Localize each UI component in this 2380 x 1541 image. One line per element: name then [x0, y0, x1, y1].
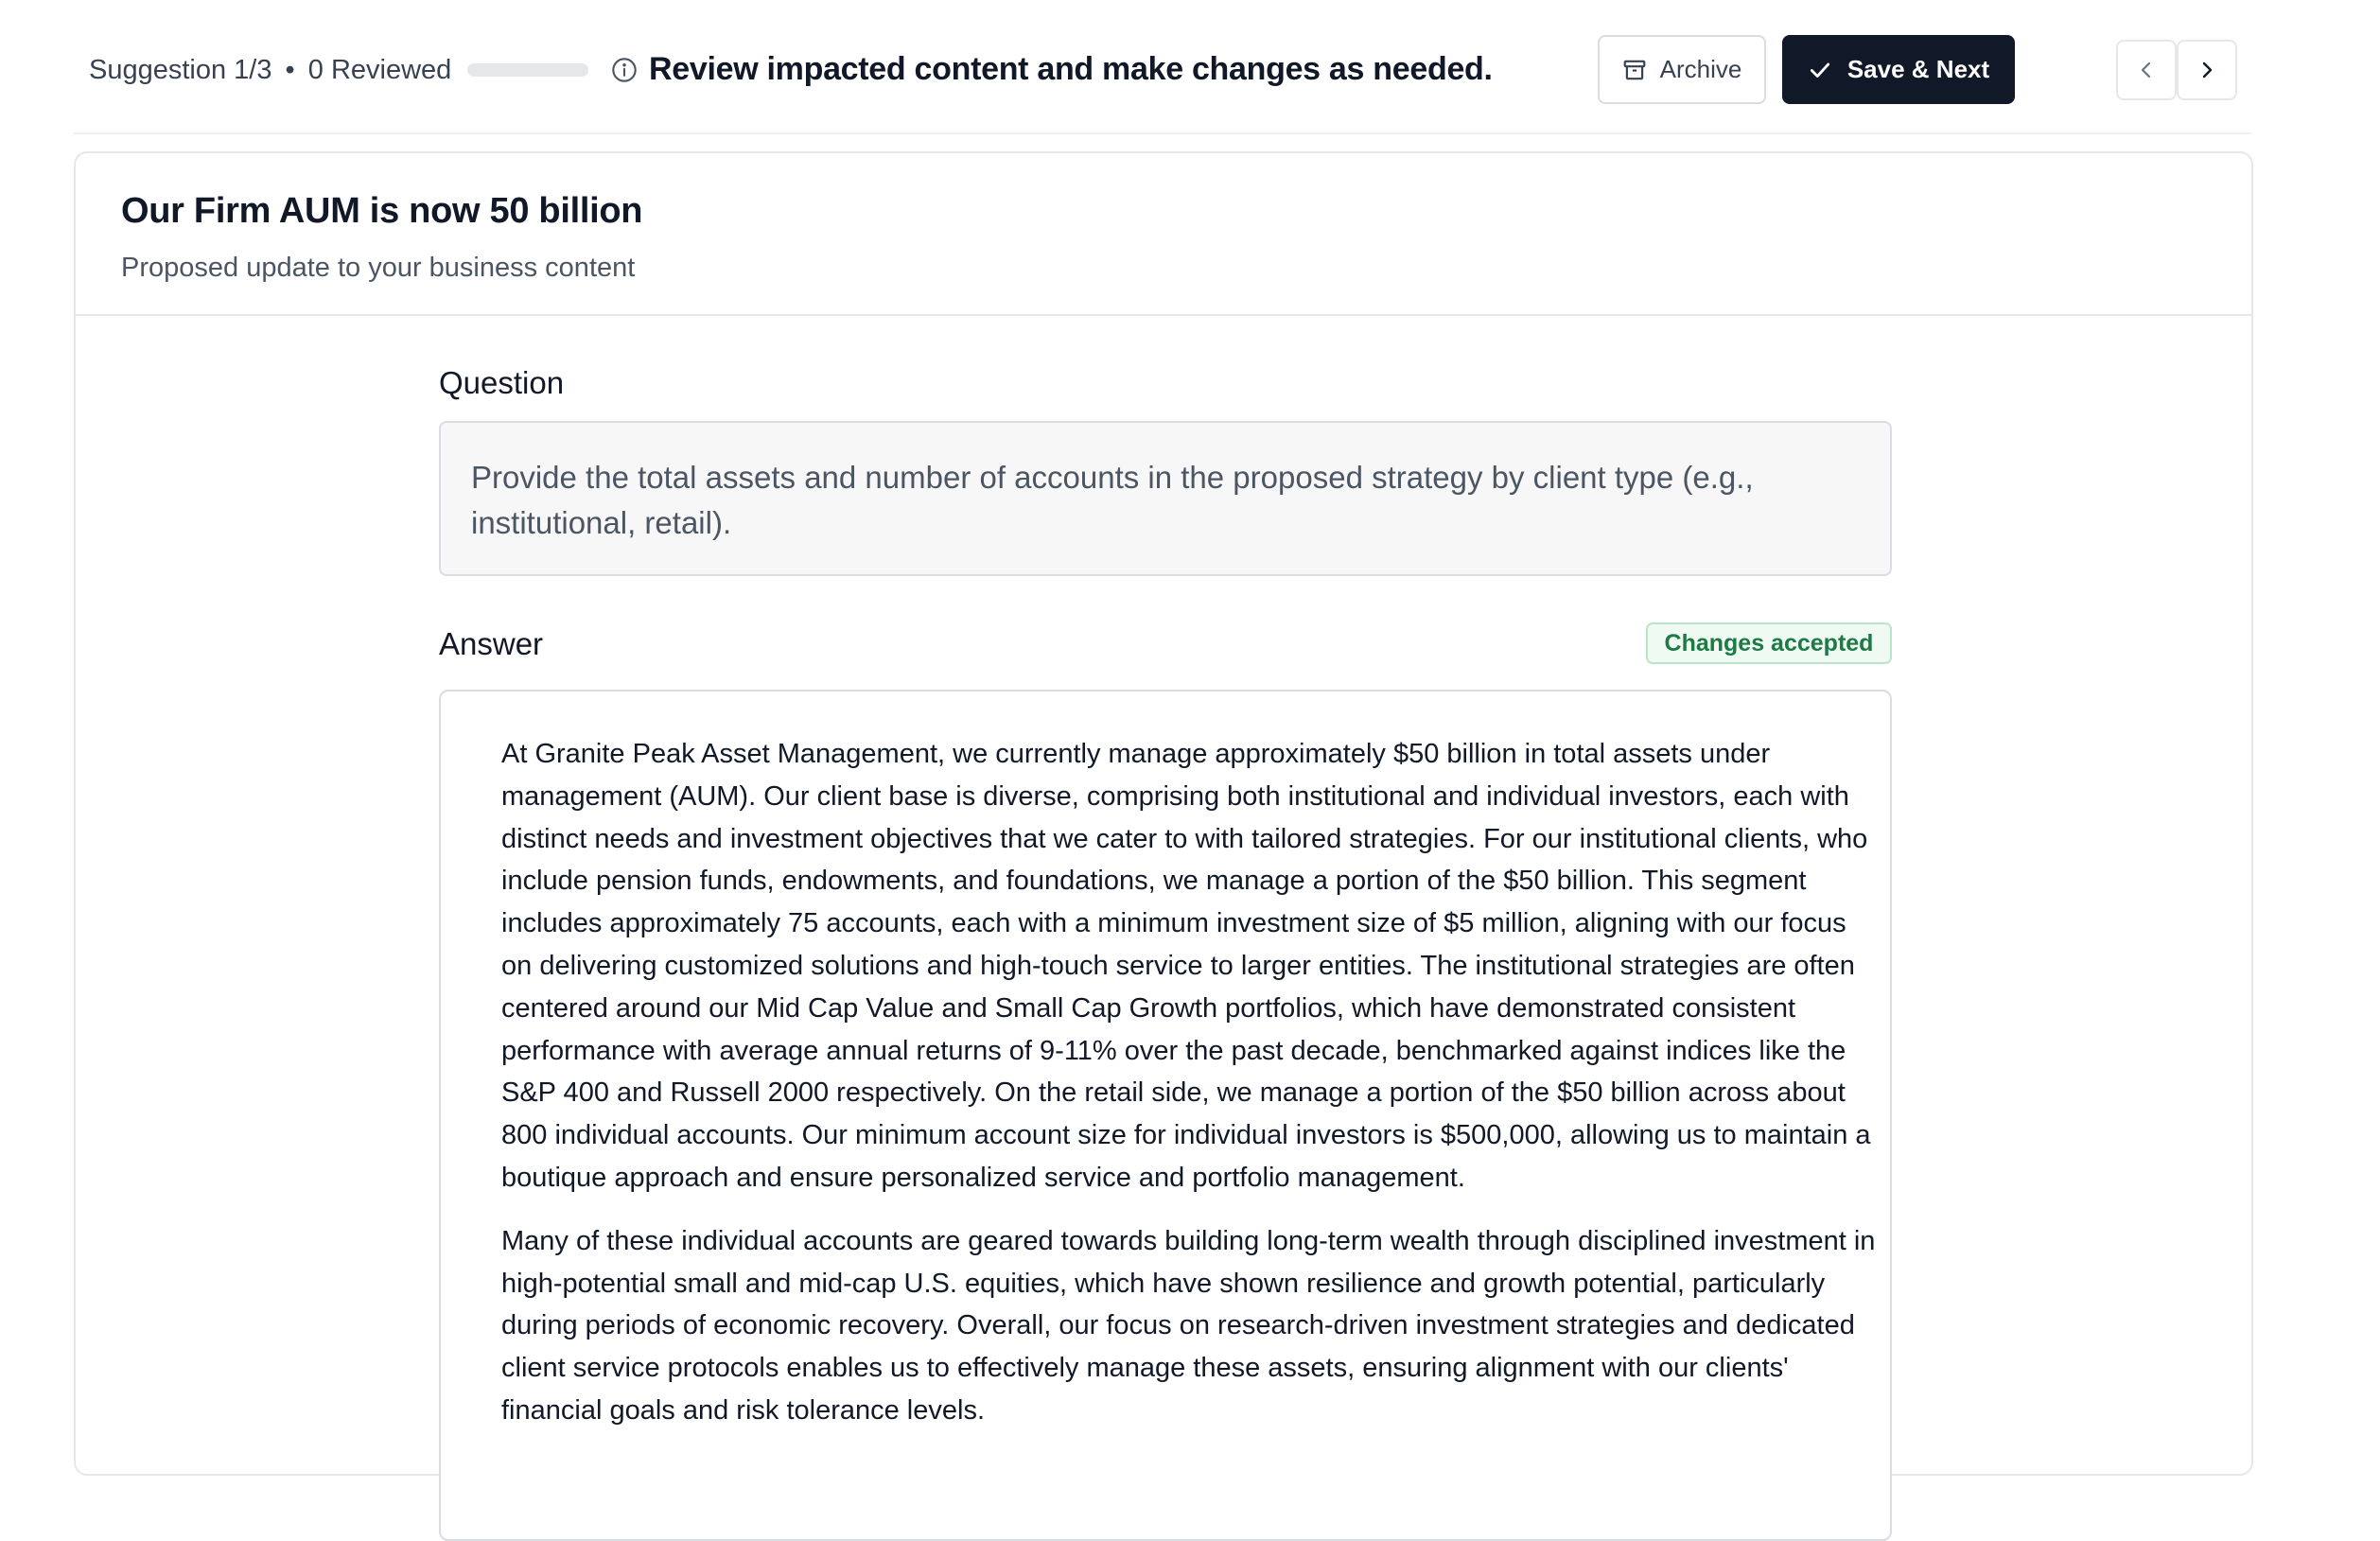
answer-editor[interactable]: [439, 690, 1892, 1541]
archive-button[interactable]: [1598, 35, 1766, 104]
save-and-next-button[interactable]: [1782, 35, 2015, 104]
chevron-left-icon: [2135, 59, 2158, 81]
archive-icon: [1622, 58, 1647, 82]
answer-paragraph: At Granite Peak Asset Management, we currently manage approximately $50 billion in total assets under management (AUM). Our client base is diverse, comprising both institutional and individual investors, each with distinct needs and investment objectives that we cater to with tailored strategies. For our institutional clients, who include pension funds, endowments, and foundations, we manage a portion of the $50 billion. This segment includes approximately 75 accounts, each with a minimum investment size of $5 million, aligning with our focus on delivering customized solutions and high-touch service to larger entities. The institutional strategies are often centered around our Mid Cap Value and Small Cap Growth portfolios, which have demonstrated consistent performance with average annual returns of 9-11% over the past decade, benchmarked against indices like the S&P 400 and Russell 2000 respectively. On the retail side, we manage a portion of the $50 billion across about 800 individual accounts. Our minimum account size for individual investors is $500,000, allowing us to maintain a boutique approach and ensure personalized service and portfolio management.: [501, 739, 1871, 1193]
answer-paragraph: Many of these individual accounts are geared towards building long-term wealth through disciplined investment in high-potential small and mid-cap U.S. equities, which have shown resilience and growth potential, particularly during periods of economic recovery. Overall, our focus on research-driven investment strategies and dedicated client service protocols enables us to effectively manage these assets, ensuring alignment with our clients' financial goals and risk tolerance levels.: [501, 1225, 1876, 1426]
reviewed-count: 0 Reviewed: [307, 55, 452, 85]
suggestion-counter: Suggestion 1/3: [89, 55, 272, 85]
question-text: Provide the total assets and number of accounts in the proposed strategy by client type (e.g., institutional, retail).: [439, 421, 1892, 576]
chevron-right-icon: [2196, 59, 2218, 81]
instruction-text: Review impacted content and make changes as needed.: [649, 51, 1493, 87]
answer-label: Answer: [439, 626, 544, 661]
question-label: Question: [439, 365, 565, 400]
card-header: [76, 153, 2251, 316]
suggestion-title: Our Firm AUM is now 50 billion: [121, 191, 643, 231]
info-icon: [611, 57, 638, 83]
suggestion-card: [74, 151, 2253, 1476]
check-icon: [1808, 58, 1832, 82]
separator-dot: •: [285, 55, 295, 85]
previous-suggestion-button[interactable]: [2116, 40, 2177, 100]
archive-button-label: Archive: [1659, 55, 1742, 83]
review-progress-bar: [467, 63, 588, 77]
review-progress-text: [89, 55, 451, 86]
next-suggestion-button[interactable]: [2177, 40, 2237, 100]
save-and-next-label: Save & Next: [1846, 55, 1990, 83]
status-badge: Changes accepted: [1646, 622, 1892, 664]
suggestion-subtitle: Proposed update to your business content: [121, 253, 636, 283]
